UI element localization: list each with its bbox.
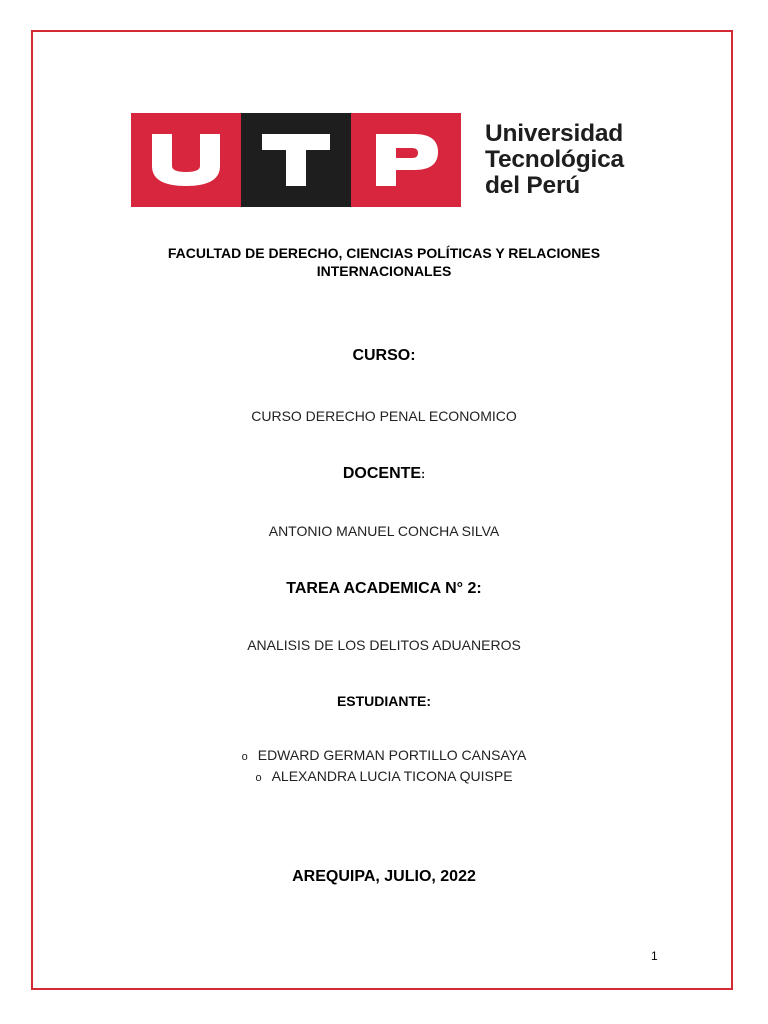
letter-u-glyph	[148, 132, 224, 188]
faculty-line-2: INTERNACIONALES	[316, 263, 452, 279]
university-name	[485, 113, 624, 207]
teacher-value: ANTONIO MANUEL CONCHA SILVA	[268, 523, 500, 539]
page-number: 1	[651, 949, 658, 963]
assignment-label: TAREA ACADEMICA N° 2:	[286, 580, 482, 597]
university-name-line-2: Tecnológica	[485, 146, 624, 173]
faculty-title	[0, 244, 768, 280]
university-name-line-3: del Perú	[485, 172, 581, 199]
teacher-colon: :	[421, 467, 426, 481]
logo-letter-t	[241, 113, 351, 207]
bullet-icon: o	[241, 751, 248, 763]
faculty-line-1: FACULTAD DE DERECHO, CIENCIAS POLÍTICAS Y RELACIONES	[167, 245, 601, 261]
city-date: AREQUIPA, JULIO, 2022	[292, 868, 476, 885]
students-label: ESTUDIANTE:	[336, 693, 432, 709]
course-label: CURSO:	[352, 347, 416, 364]
letter-p-glyph	[368, 132, 444, 188]
bullet-icon: o	[255, 772, 262, 784]
student-list-item	[0, 746, 768, 767]
student-name: EDWARD GERMAN PORTILLO CANSAYA	[257, 747, 527, 763]
letter-t-glyph	[258, 132, 334, 188]
university-name-line-1: Universidad	[485, 120, 624, 147]
student-list-item	[0, 767, 768, 788]
logo-letter-u	[131, 113, 241, 207]
teacher-label: DOCENTE	[342, 465, 422, 482]
assignment-value: ANALISIS DE LOS DELITOS ADUANEROS	[247, 637, 521, 653]
utp-logo	[131, 113, 624, 207]
student-name: ALEXANDRA LUCIA TICONA QUISPE	[271, 768, 513, 784]
student-list	[0, 746, 768, 788]
teacher-heading	[0, 465, 768, 483]
course-value: CURSO DERECHO PENAL ECONOMICO	[251, 408, 517, 424]
logo-letter-p	[351, 113, 461, 207]
